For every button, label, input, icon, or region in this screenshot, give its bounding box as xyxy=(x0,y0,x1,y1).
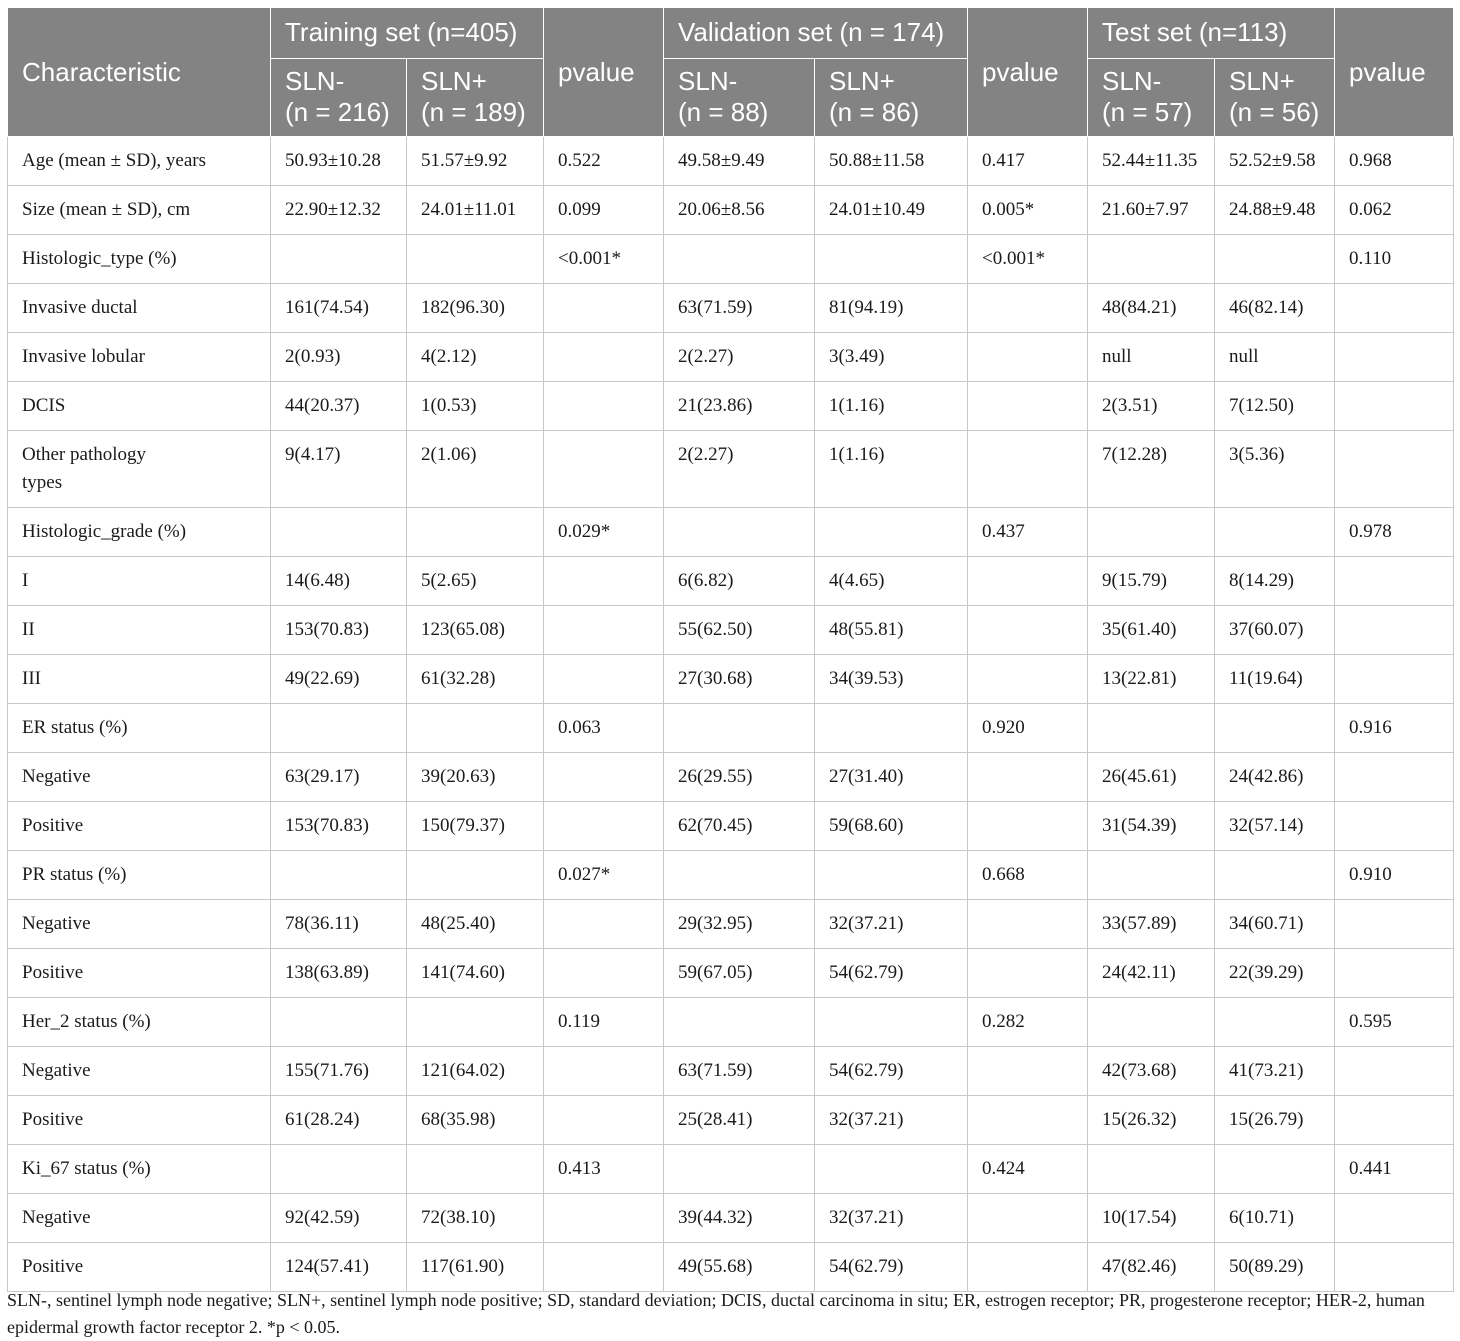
header-group-training: Training set (n=405) xyxy=(271,8,544,59)
table-cell xyxy=(1088,508,1215,557)
table-cell: 27(30.68) xyxy=(664,655,815,704)
table-cell: 63(71.59) xyxy=(664,1047,815,1096)
table-cell xyxy=(407,508,544,557)
table-cell xyxy=(1335,802,1454,851)
table-cell: 50(89.29) xyxy=(1215,1243,1335,1292)
table-cell: 0.417 xyxy=(968,137,1088,186)
header-group-validation: Validation set (n = 174) xyxy=(664,8,968,59)
table-cell xyxy=(1088,704,1215,753)
table-cell xyxy=(544,431,664,508)
sub-label: SLN- xyxy=(678,66,738,96)
table-cell: 34(39.53) xyxy=(815,655,968,704)
table-cell: 1(0.53) xyxy=(407,382,544,431)
table-cell: 0.437 xyxy=(968,508,1088,557)
header-sub-test-pos xyxy=(1215,59,1335,137)
row-label-cell: I xyxy=(8,557,271,606)
table-cell xyxy=(407,998,544,1047)
table-cell: 48(55.81) xyxy=(815,606,968,655)
table-cell xyxy=(968,1194,1088,1243)
table-cell: 0.978 xyxy=(1335,508,1454,557)
table-cell xyxy=(271,851,407,900)
table-cell: 138(63.89) xyxy=(271,949,407,998)
characteristics-table xyxy=(7,7,1454,1292)
table-cell: 48(25.40) xyxy=(407,900,544,949)
table-row xyxy=(8,802,1454,851)
table-cell: 0.413 xyxy=(544,1145,664,1194)
table-cell: 42(73.68) xyxy=(1088,1047,1215,1096)
table-cell xyxy=(1335,1047,1454,1096)
table-row xyxy=(8,1096,1454,1145)
table-container xyxy=(7,7,1453,1292)
table-cell: 81(94.19) xyxy=(815,284,968,333)
table-cell xyxy=(1088,851,1215,900)
table-cell xyxy=(1335,655,1454,704)
table-cell: 0.441 xyxy=(1335,1145,1454,1194)
table-row xyxy=(8,704,1454,753)
table-cell xyxy=(544,949,664,998)
table-cell xyxy=(968,900,1088,949)
table-cell: 61(32.28) xyxy=(407,655,544,704)
table-cell xyxy=(664,851,815,900)
table-cell: 26(29.55) xyxy=(664,753,815,802)
table-cell: 9(4.17) xyxy=(271,431,407,508)
table-cell xyxy=(968,431,1088,508)
table-cell: 0.027* xyxy=(544,851,664,900)
table-cell xyxy=(1088,235,1215,284)
table-row xyxy=(8,137,1454,186)
header-pvalue-test: pvalue xyxy=(1335,8,1454,137)
table-row xyxy=(8,333,1454,382)
table-cell xyxy=(815,998,968,1047)
row-label-cell: Negative xyxy=(8,1047,271,1096)
row-label-cell: III xyxy=(8,655,271,704)
table-row xyxy=(8,508,1454,557)
header-pvalue-training: pvalue xyxy=(544,8,664,137)
table-cell xyxy=(815,704,968,753)
table-cell: 0.282 xyxy=(968,998,1088,1047)
table-cell xyxy=(968,753,1088,802)
table-row xyxy=(8,606,1454,655)
table-cell: 10(17.54) xyxy=(1088,1194,1215,1243)
row-label-cell: Age (mean ± SD), years xyxy=(8,137,271,186)
row-label-cell: Size (mean ± SD), cm xyxy=(8,186,271,235)
table-cell xyxy=(968,1243,1088,1292)
row-label-cell: Positive xyxy=(8,949,271,998)
table-cell: 72(38.10) xyxy=(407,1194,544,1243)
table-cell xyxy=(544,606,664,655)
table-cell: 2(2.27) xyxy=(664,333,815,382)
table-cell: 24.01±11.01 xyxy=(407,186,544,235)
table-cell xyxy=(664,998,815,1047)
sub-label: SLN- xyxy=(1102,66,1162,96)
sub-count: (n = 56) xyxy=(1229,97,1320,127)
table-cell: 123(65.08) xyxy=(407,606,544,655)
table-cell xyxy=(1215,1145,1335,1194)
row-label-cell: Positive xyxy=(8,1243,271,1292)
table-cell: 54(62.79) xyxy=(815,1047,968,1096)
table-cell: 0.029* xyxy=(544,508,664,557)
table-cell: 0.668 xyxy=(968,851,1088,900)
table-row xyxy=(8,1194,1454,1243)
table-cell xyxy=(1335,333,1454,382)
table-cell xyxy=(1215,851,1335,900)
table-row xyxy=(8,431,1454,508)
table-cell xyxy=(815,235,968,284)
table-cell: 153(70.83) xyxy=(271,606,407,655)
table-cell: 2(2.27) xyxy=(664,431,815,508)
table-cell: 0.595 xyxy=(1335,998,1454,1047)
table-cell: 6(10.71) xyxy=(1215,1194,1335,1243)
table-cell: 92(42.59) xyxy=(271,1194,407,1243)
table-row xyxy=(8,655,1454,704)
sub-label: SLN+ xyxy=(421,66,487,96)
table-cell: 47(82.46) xyxy=(1088,1243,1215,1292)
table-row xyxy=(8,851,1454,900)
table-cell xyxy=(1335,900,1454,949)
table-cell: 161(74.54) xyxy=(271,284,407,333)
table-cell: 46(82.14) xyxy=(1215,284,1335,333)
table-cell: 15(26.32) xyxy=(1088,1096,1215,1145)
sub-count: (n = 216) xyxy=(285,97,390,127)
table-cell xyxy=(544,284,664,333)
table-cell: 1(1.16) xyxy=(815,382,968,431)
row-label-cell: Histologic_grade (%) xyxy=(8,508,271,557)
table-cell: 22.90±12.32 xyxy=(271,186,407,235)
table-cell xyxy=(968,284,1088,333)
row-label-cell: PR status (%) xyxy=(8,851,271,900)
table-cell: null xyxy=(1088,333,1215,382)
row-label-cell: Histologic_type (%) xyxy=(8,235,271,284)
table-cell: 0.968 xyxy=(1335,137,1454,186)
table-cell xyxy=(1335,557,1454,606)
table-cell xyxy=(968,1096,1088,1145)
table-cell: 21(23.86) xyxy=(664,382,815,431)
table-cell: 1(1.16) xyxy=(815,431,968,508)
table-cell: 7(12.50) xyxy=(1215,382,1335,431)
table-row xyxy=(8,186,1454,235)
table-cell: <0.001* xyxy=(544,235,664,284)
row-label-cell: Other pathology types xyxy=(8,431,271,508)
table-cell xyxy=(544,1243,664,1292)
table-cell xyxy=(544,655,664,704)
table-cell: 14(6.48) xyxy=(271,557,407,606)
table-cell: 54(62.79) xyxy=(815,949,968,998)
table-cell: 0.063 xyxy=(544,704,664,753)
table-cell: <0.001* xyxy=(968,235,1088,284)
table-cell xyxy=(544,382,664,431)
table-cell xyxy=(968,949,1088,998)
row-label-cell: Negative xyxy=(8,900,271,949)
table-row xyxy=(8,900,1454,949)
table-cell: 15(26.79) xyxy=(1215,1096,1335,1145)
table-cell xyxy=(664,508,815,557)
table-cell: 49(55.68) xyxy=(664,1243,815,1292)
table-cell: 141(74.60) xyxy=(407,949,544,998)
table-cell: 52.52±9.58 xyxy=(1215,137,1335,186)
table-cell: 63(71.59) xyxy=(664,284,815,333)
sub-label: SLN- xyxy=(285,66,345,96)
header-characteristic: Characteristic xyxy=(8,8,271,137)
table-cell xyxy=(1335,284,1454,333)
table-cell: 39(20.63) xyxy=(407,753,544,802)
table-cell xyxy=(1215,998,1335,1047)
table-row xyxy=(8,1145,1454,1194)
table-cell: 51.57±9.92 xyxy=(407,137,544,186)
table-cell xyxy=(544,1047,664,1096)
table-cell: 32(37.21) xyxy=(815,900,968,949)
table-cell: 44(20.37) xyxy=(271,382,407,431)
table-cell xyxy=(968,557,1088,606)
table-cell xyxy=(544,900,664,949)
table-cell xyxy=(968,333,1088,382)
table-row xyxy=(8,284,1454,333)
row-label-cell: DCIS xyxy=(8,382,271,431)
table-cell xyxy=(1335,949,1454,998)
table-cell xyxy=(664,235,815,284)
table-cell: 25(28.41) xyxy=(664,1096,815,1145)
table-cell: 52.44±11.35 xyxy=(1088,137,1215,186)
table-cell xyxy=(664,1145,815,1194)
table-cell: 22(39.29) xyxy=(1215,949,1335,998)
table-cell xyxy=(271,1145,407,1194)
table-cell: 55(62.50) xyxy=(664,606,815,655)
table-cell xyxy=(968,802,1088,851)
table-row xyxy=(8,557,1454,606)
table-cell xyxy=(968,606,1088,655)
table-cell xyxy=(968,1047,1088,1096)
table-cell: 155(71.76) xyxy=(271,1047,407,1096)
table-cell: 29(32.95) xyxy=(664,900,815,949)
table-cell: 117(61.90) xyxy=(407,1243,544,1292)
table-cell: null xyxy=(1215,333,1335,382)
table-row xyxy=(8,235,1454,284)
table-cell: 35(61.40) xyxy=(1088,606,1215,655)
table-cell: 0.062 xyxy=(1335,186,1454,235)
table-cell xyxy=(1335,382,1454,431)
table-cell: 121(64.02) xyxy=(407,1047,544,1096)
header-sub-validation-pos xyxy=(815,59,968,137)
table-cell: 0.910 xyxy=(1335,851,1454,900)
table-cell: 26(45.61) xyxy=(1088,753,1215,802)
table-cell: 68(35.98) xyxy=(407,1096,544,1145)
table-cell: 34(60.71) xyxy=(1215,900,1335,949)
header-sub-validation-neg xyxy=(664,59,815,137)
table-cell xyxy=(1335,431,1454,508)
table-cell: 54(62.79) xyxy=(815,1243,968,1292)
table-cell xyxy=(271,704,407,753)
table-cell: 39(44.32) xyxy=(664,1194,815,1243)
table-row xyxy=(8,753,1454,802)
header-pvalue-validation: pvalue xyxy=(968,8,1088,137)
table-cell: 9(15.79) xyxy=(1088,557,1215,606)
table-cell: 4(4.65) xyxy=(815,557,968,606)
table-cell: 50.93±10.28 xyxy=(271,137,407,186)
table-cell xyxy=(1215,508,1335,557)
table-cell xyxy=(544,1194,664,1243)
table-cell xyxy=(815,851,968,900)
table-cell: 7(12.28) xyxy=(1088,431,1215,508)
table-cell: 62(70.45) xyxy=(664,802,815,851)
table-cell: 59(67.05) xyxy=(664,949,815,998)
table-cell xyxy=(815,1145,968,1194)
table-cell: 2(0.93) xyxy=(271,333,407,382)
sub-count: (n = 86) xyxy=(829,97,920,127)
table-cell xyxy=(1088,1145,1215,1194)
table-cell: 0.916 xyxy=(1335,704,1454,753)
table-cell: 4(2.12) xyxy=(407,333,544,382)
table-row xyxy=(8,1047,1454,1096)
table-cell xyxy=(815,508,968,557)
table-cell: 2(3.51) xyxy=(1088,382,1215,431)
sub-label: SLN+ xyxy=(829,66,895,96)
row-label-cell: Negative xyxy=(8,1194,271,1243)
table-cell: 50.88±11.58 xyxy=(815,137,968,186)
table-cell: 32(57.14) xyxy=(1215,802,1335,851)
table-cell xyxy=(1335,1194,1454,1243)
header-sub-training-pos xyxy=(407,59,544,137)
table-cell xyxy=(544,1096,664,1145)
table-cell xyxy=(1335,753,1454,802)
row-label-cell: Positive xyxy=(8,802,271,851)
table-cell: 3(3.49) xyxy=(815,333,968,382)
table-cell xyxy=(407,1145,544,1194)
table-cell: 24.88±9.48 xyxy=(1215,186,1335,235)
header-group-test: Test set (n=113) xyxy=(1088,8,1335,59)
sub-count: (n = 189) xyxy=(421,97,526,127)
table-cell xyxy=(271,508,407,557)
table-cell: 5(2.65) xyxy=(407,557,544,606)
table-cell xyxy=(1088,998,1215,1047)
table-cell: 78(36.11) xyxy=(271,900,407,949)
header-sub-training-neg xyxy=(271,59,407,137)
table-cell: 153(70.83) xyxy=(271,802,407,851)
table-cell xyxy=(968,655,1088,704)
table-cell xyxy=(271,998,407,1047)
table-row xyxy=(8,1243,1454,1292)
table-cell: 2(1.06) xyxy=(407,431,544,508)
table-cell xyxy=(544,333,664,382)
table-cell: 48(84.21) xyxy=(1088,284,1215,333)
header-sub-test-neg xyxy=(1088,59,1215,137)
table-cell: 0.920 xyxy=(968,704,1088,753)
table-cell: 0.005* xyxy=(968,186,1088,235)
table-cell xyxy=(407,235,544,284)
table-cell: 13(22.81) xyxy=(1088,655,1215,704)
table-cell xyxy=(1335,1096,1454,1145)
table-cell: 124(57.41) xyxy=(271,1243,407,1292)
table-cell: 49(22.69) xyxy=(271,655,407,704)
table-row xyxy=(8,998,1454,1047)
table-cell xyxy=(544,802,664,851)
table-cell xyxy=(407,704,544,753)
table-cell xyxy=(1335,606,1454,655)
table-cell: 3(5.36) xyxy=(1215,431,1335,508)
row-label-cell: Her_2 status (%) xyxy=(8,998,271,1047)
table-cell: 33(57.89) xyxy=(1088,900,1215,949)
row-label-cell: Invasive ductal xyxy=(8,284,271,333)
row-label-cell: Invasive lobular xyxy=(8,333,271,382)
table-cell: 24(42.11) xyxy=(1088,949,1215,998)
sub-label: SLN+ xyxy=(1229,66,1295,96)
table-cell: 49.58±9.49 xyxy=(664,137,815,186)
row-label-cell: Ki_67 status (%) xyxy=(8,1145,271,1194)
table-body xyxy=(8,137,1454,1292)
table-cell: 8(14.29) xyxy=(1215,557,1335,606)
row-label-cell: Positive xyxy=(8,1096,271,1145)
row-label-cell: Negative xyxy=(8,753,271,802)
table-cell: 0.522 xyxy=(544,137,664,186)
row-label-cell: II xyxy=(8,606,271,655)
row-label-cell: ER status (%) xyxy=(8,704,271,753)
table-cell xyxy=(664,704,815,753)
table-footnote: SLN-, sentinel lymph node negative; SLN+, sentinel lymph node positive; SD, standard deviation; DCIS, ductal carcinoma in situ; ER, estrogen receptor; PR, progesterone receptor; HER-2, human epidermal growth factor receptor 2. *p < 0.05. xyxy=(7,1290,1425,1337)
table-cell: 31(54.39) xyxy=(1088,802,1215,851)
table-cell: 32(37.21) xyxy=(815,1096,968,1145)
sub-count: (n = 88) xyxy=(678,97,769,127)
table-cell: 11(19.64) xyxy=(1215,655,1335,704)
table-cell xyxy=(1335,1243,1454,1292)
table-cell: 61(28.24) xyxy=(271,1096,407,1145)
table-cell xyxy=(544,753,664,802)
table-cell xyxy=(1215,235,1335,284)
table-header xyxy=(8,8,1454,137)
table-cell: 0.119 xyxy=(544,998,664,1047)
table-cell: 0.110 xyxy=(1335,235,1454,284)
table-cell xyxy=(968,382,1088,431)
table-cell: 37(60.07) xyxy=(1215,606,1335,655)
table-cell: 41(73.21) xyxy=(1215,1047,1335,1096)
table-cell: 59(68.60) xyxy=(815,802,968,851)
table-cell: 0.099 xyxy=(544,186,664,235)
table-cell: 27(31.40) xyxy=(815,753,968,802)
table-cell xyxy=(1215,704,1335,753)
table-cell: 63(29.17) xyxy=(271,753,407,802)
table-row xyxy=(8,382,1454,431)
table-row xyxy=(8,949,1454,998)
sub-count: (n = 57) xyxy=(1102,97,1193,127)
table-cell xyxy=(544,557,664,606)
table-cell: 182(96.30) xyxy=(407,284,544,333)
table-cell: 20.06±8.56 xyxy=(664,186,815,235)
table-cell: 24.01±10.49 xyxy=(815,186,968,235)
table-cell: 32(37.21) xyxy=(815,1194,968,1243)
table-cell: 0.424 xyxy=(968,1145,1088,1194)
table-cell: 150(79.37) xyxy=(407,802,544,851)
table-cell: 24(42.86) xyxy=(1215,753,1335,802)
table-cell xyxy=(407,851,544,900)
table-cell: 21.60±7.97 xyxy=(1088,186,1215,235)
table-cell xyxy=(271,235,407,284)
table-cell: 6(6.82) xyxy=(664,557,815,606)
